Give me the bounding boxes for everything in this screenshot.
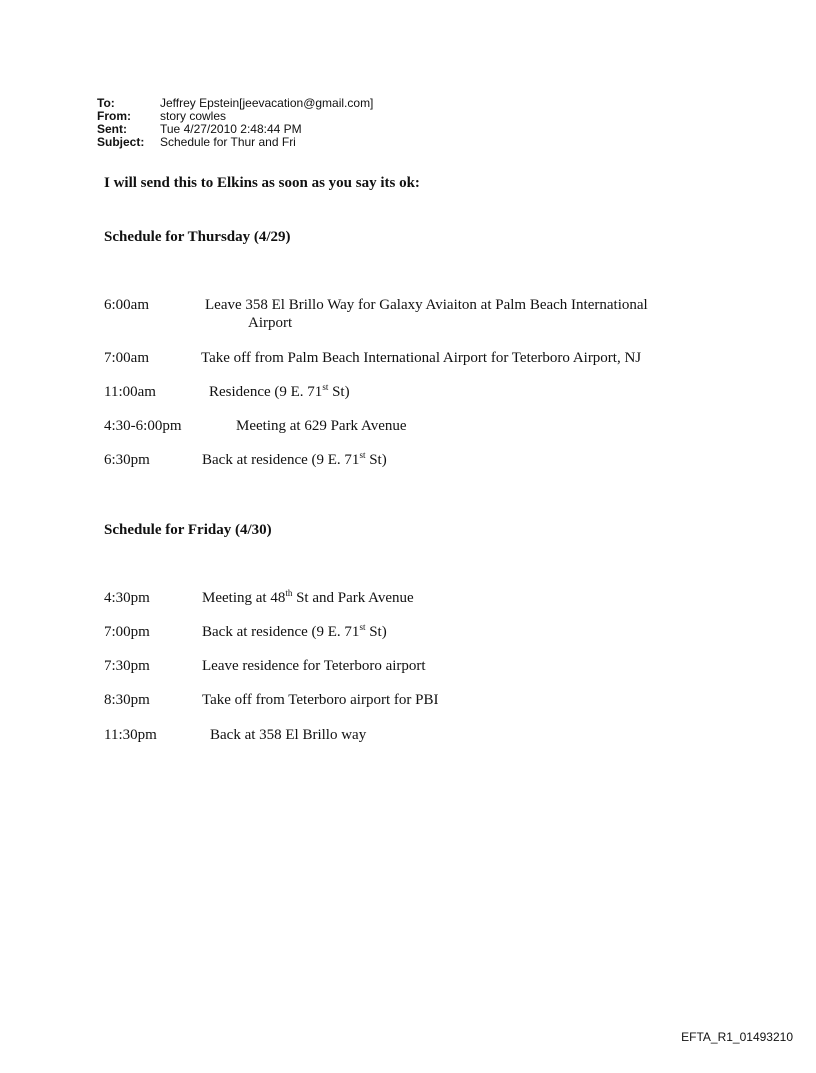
item-description — [202, 589, 414, 607]
subject-label: Subject: — [97, 135, 145, 149]
to-label: To: — [97, 96, 115, 110]
item-time: 6:30pm — [104, 452, 150, 468]
item-time: 11:00am — [104, 384, 156, 400]
subject-value: Schedule for Thur and Fri — [160, 135, 296, 149]
item-time: 7:00am — [104, 350, 149, 366]
item-superscript: st — [359, 622, 366, 632]
item-description — [202, 451, 387, 469]
item-text-end: St) — [365, 624, 387, 640]
subject-row — [97, 136, 373, 149]
item-time: 11:30pm — [104, 727, 157, 743]
sent-label: Sent: — [97, 122, 127, 136]
item-line-2: Airport — [248, 315, 293, 331]
email-header — [97, 97, 373, 149]
item-time: 4:30pm — [104, 590, 150, 606]
item-text-end: St) — [328, 384, 350, 400]
item-time: 8:30pm — [104, 692, 150, 708]
item-text-end: St and Park Avenue — [292, 590, 414, 606]
item-time: 6:00am — [104, 297, 149, 313]
intro-text: I will send this to Elkins as soon as you say its ok: — [104, 175, 420, 191]
item-text-end: St) — [365, 452, 387, 468]
item-line-1: Leave 358 El Brillo Way for Galaxy Aviaiton at Palm Beach International — [205, 297, 648, 313]
document-id: EFTA_R1_01493210 — [681, 1030, 793, 1044]
item-description — [202, 623, 387, 641]
item-description — [205, 296, 648, 332]
item-description: Take off from Teterboro airport for PBI — [202, 692, 439, 708]
item-time: 7:00pm — [104, 624, 150, 640]
item-description: Take off from Palm Beach International Airport for Teterboro Airport, NJ — [201, 350, 642, 366]
item-text: Back at residence (9 E. 71 — [202, 624, 360, 640]
item-text: Meeting at 48 — [202, 590, 286, 606]
item-text: Back at residence (9 E. 71 — [202, 452, 360, 468]
to-value: Jeffrey Epstein[jeevacation@gmail.com] — [160, 96, 374, 110]
item-text: Residence (9 E. 71 — [209, 384, 323, 400]
item-superscript: st — [322, 382, 329, 392]
from-label: From: — [97, 109, 131, 123]
item-description — [209, 383, 350, 401]
item-description: Back at 358 El Brillo way — [210, 727, 367, 743]
item-description: Leave residence for Teterboro airport — [202, 658, 426, 674]
item-superscript: st — [359, 450, 366, 460]
item-superscript: th — [285, 588, 293, 598]
from-value: story cowles — [160, 109, 227, 123]
item-time: 4:30-6:00pm — [104, 418, 182, 434]
item-time: 7:30pm — [104, 658, 150, 674]
item-description: Meeting at 629 Park Avenue — [236, 418, 407, 434]
friday-title: Schedule for Friday (4/30) — [104, 522, 272, 538]
to-row — [97, 97, 373, 110]
thursday-title: Schedule for Thursday (4/29) — [104, 229, 291, 245]
sent-value: Tue 4/27/2010 2:48:44 PM — [160, 122, 302, 136]
